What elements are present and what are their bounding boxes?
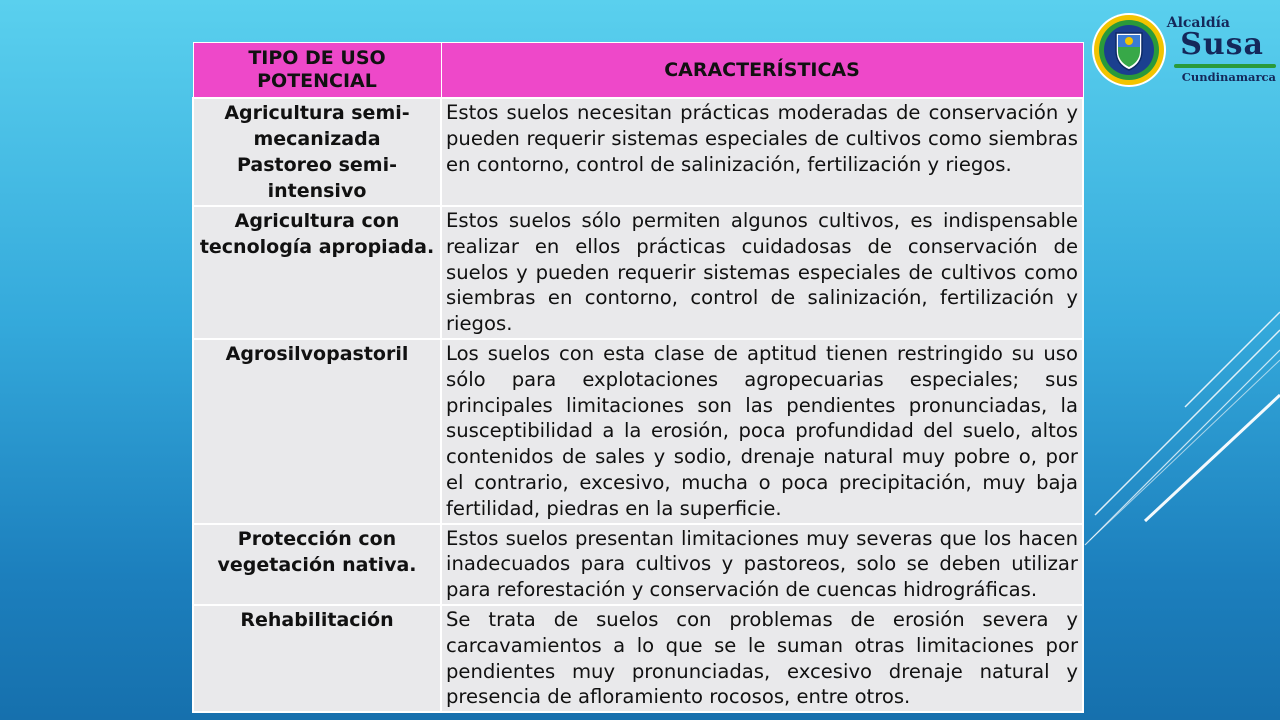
land-use-table: [192, 42, 1084, 713]
logo-line-cundinamarca: Cundinamarca: [1181, 70, 1276, 84]
row-type-cell: [193, 605, 441, 712]
row-description: Los suelos con esta clase de aptitud tienen restringido su uso sólo para explotaciones agropecuarias especiales; sus principales limitaciones son las pendientes pronunciadas, la susceptibilidad a la erosión, poca profundidad del suelo, altos contenidos de sales y sodio, drenaje natural muy pobre o, por el contrario, excesivo, mucha o poca precipitación, muy baja fertilidad, piedras en la superficie.: [441, 339, 1083, 524]
row-type-label: Rehabilitación: [240, 608, 394, 631]
alcaldia-susa-logo: [1088, 11, 1278, 89]
row-description: Estos suelos presentan limitaciones muy severas que los hacen inadecuados para cultivos y pastoreos, solo se deben utilizar para reforestación y conservación de cuencas hidrográficas.: [441, 524, 1083, 605]
table-row: [193, 206, 1083, 339]
header-caracteristicas: CARACTERÍSTICAS: [441, 43, 1083, 99]
row-type-cell: [193, 339, 441, 524]
row-type-cell: [193, 206, 441, 339]
row-type-label: Agricultura semi-mecanizada: [224, 102, 410, 150]
table-row: [193, 98, 1083, 206]
municipal-shield-icon: [1090, 11, 1168, 89]
row-description: Estos suelos necesitan prácticas moderadas de conservación y pueden requerir sistemas especiales de cultivos como siembras en contorno, control de salinización, fertilización y riegos.: [441, 98, 1083, 206]
table-header-row: [193, 43, 1083, 99]
row-type-label: Protección con vegetación nativa.: [217, 527, 417, 576]
row-description: Se trata de suelos con problemas de erosión severa y carcavamientos a lo que se le suman otras limitaciones por pendientes muy pronunciadas, excesivo drenaje natural y presencia de afloramiento rocosos, entre otros.: [441, 605, 1083, 712]
row-description: Estos suelos sólo permiten algunos cultivos, es indispensable realizar en ellos prácticas cuidadosas de conservación de suelos y pueden requerir sistemas especiales de cultivos como siembras en contorno, control de salinización, fertilización y riegos.: [441, 206, 1083, 339]
table-row: [193, 524, 1083, 605]
header-tipo-uso: TIPO DE USO POTENCIAL: [193, 43, 441, 99]
logo-underline: [1174, 64, 1276, 68]
row-type-label: Agrosilvopastoril: [225, 342, 409, 365]
table-row: [193, 339, 1083, 524]
row-type-cell: [193, 524, 441, 605]
logo-line-alcaldia: Alcaldía: [1166, 15, 1230, 31]
row-type-cell: [193, 98, 441, 206]
logo-line-susa: Susa: [1180, 27, 1264, 62]
table-row: [193, 605, 1083, 712]
row-type-label: Pastoreo semi-intensivo: [237, 154, 397, 202]
row-type-label: Agricultura con tecnología apropiada.: [199, 210, 435, 258]
